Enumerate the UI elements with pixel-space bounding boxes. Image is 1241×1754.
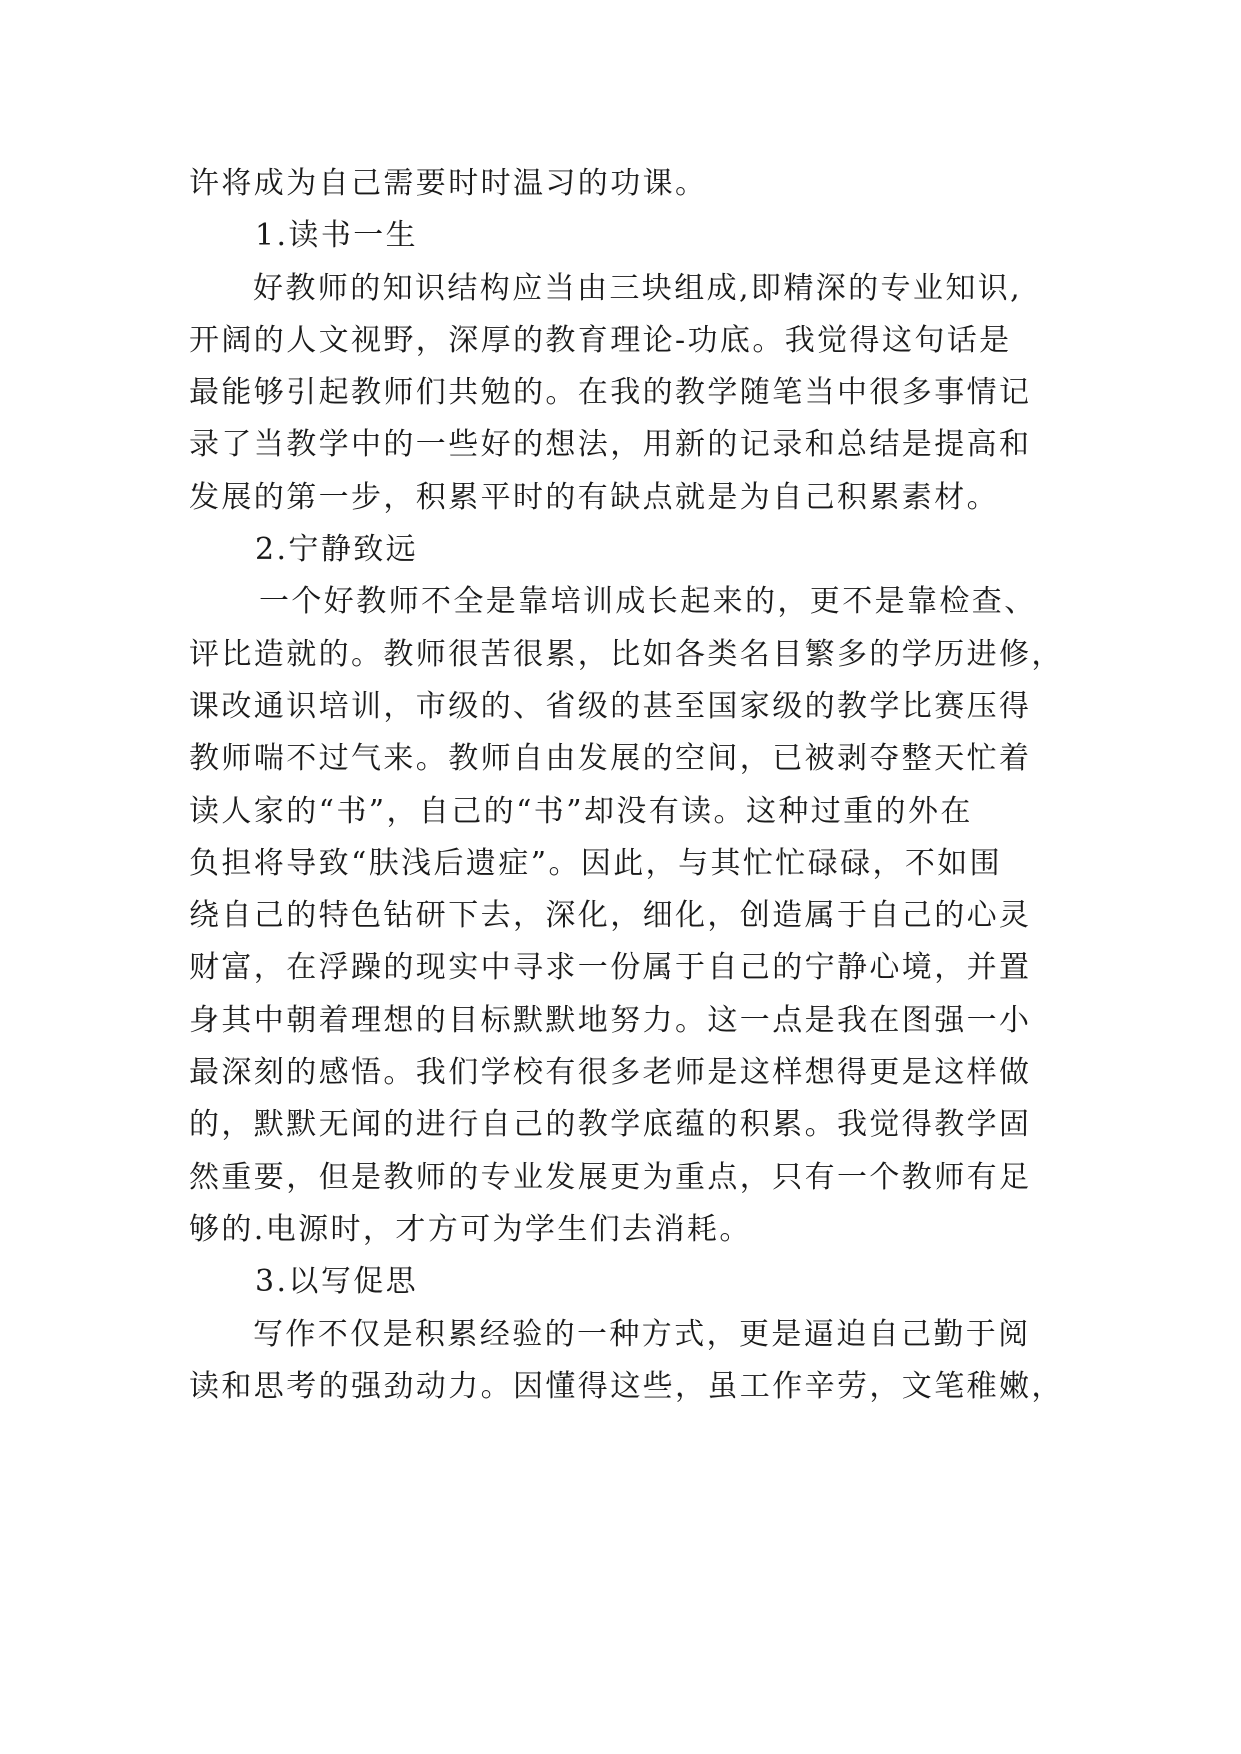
text-line: 够的.电源时，才方可为学生们去消耗。	[189, 1211, 752, 1247]
text-line: 读人家的“书”，自己的“书”却没有读。这种过重的外在	[189, 793, 973, 829]
text-line: 一个好教师不全是靠培训成长起来的，更不是靠检查、	[259, 584, 1037, 620]
text-line: 最能够引起教师们共勉的。在我的教学随笔当中很多事情记	[189, 375, 1032, 411]
text-line: 负担将导致“肤浅后遗症”。因此，与其忙忙碌碌，不如围	[189, 845, 1003, 881]
text-line: 的，默默无闻的进行自己的教学底蕴的积累。我觉得教学固	[189, 1107, 1032, 1143]
text-line: 课改通识培训，市级的、省级的甚至国家级的教学比赛压得	[189, 688, 1032, 724]
text-line: 评比造就的。教师很苦很累，比如各类名目繁多的学历进修，	[189, 636, 1064, 672]
text-line: 最深刻的感悟。我们学校有很多老师是这样想得更是这样做	[189, 1055, 1032, 1091]
text-line: 好教师的知识结构应当由三块组成,即精深的专业知识,	[253, 270, 1023, 306]
section-heading-tranquility: 2.宁静致远	[255, 532, 419, 568]
text-line: 身其中朝着理想的目标默默地努力。这一点是我在图强一小	[189, 1002, 1032, 1038]
text-line: 然重要，但是教师的专业发展更为重点，只有一个教师有足	[189, 1159, 1032, 1195]
text-line: 发展的第一步，积累平时的有缺点就是为自己积累素材。	[189, 479, 999, 515]
section-heading-writing: 3.以写促思	[255, 1264, 419, 1300]
text-line: 读和思考的强劲动力。因懂得这些，虽工作辛劳，文笔稚嫩，	[189, 1368, 1064, 1404]
section-heading-reading: 1.读书一生	[255, 218, 419, 254]
text-line: 绕自己的特色钻研下去，深化，细化，创造属于自己的心灵	[189, 898, 1032, 934]
text-line: 教师喘不过气来。教师自由发展的空间，已被剥夺整天忙着	[189, 741, 1032, 777]
text-line: 许将成为自己需要时时温习的功课。	[189, 166, 708, 201]
text-line: 开阔的人文视野，深厚的教育理论-功底。我觉得这句话是	[189, 322, 1012, 358]
document-body	[189, 158, 1089, 1413]
text-line: 写作不仅是积累经验的一种方式，更是逼迫自己勤于阅	[253, 1316, 1031, 1352]
text-line: 录了当教学中的一些好的想法，用新的记录和总结是提高和	[189, 427, 1032, 463]
text-line: 财富，在浮躁的现实中寻求一份属于自己的宁静心境，并置	[189, 950, 1032, 986]
